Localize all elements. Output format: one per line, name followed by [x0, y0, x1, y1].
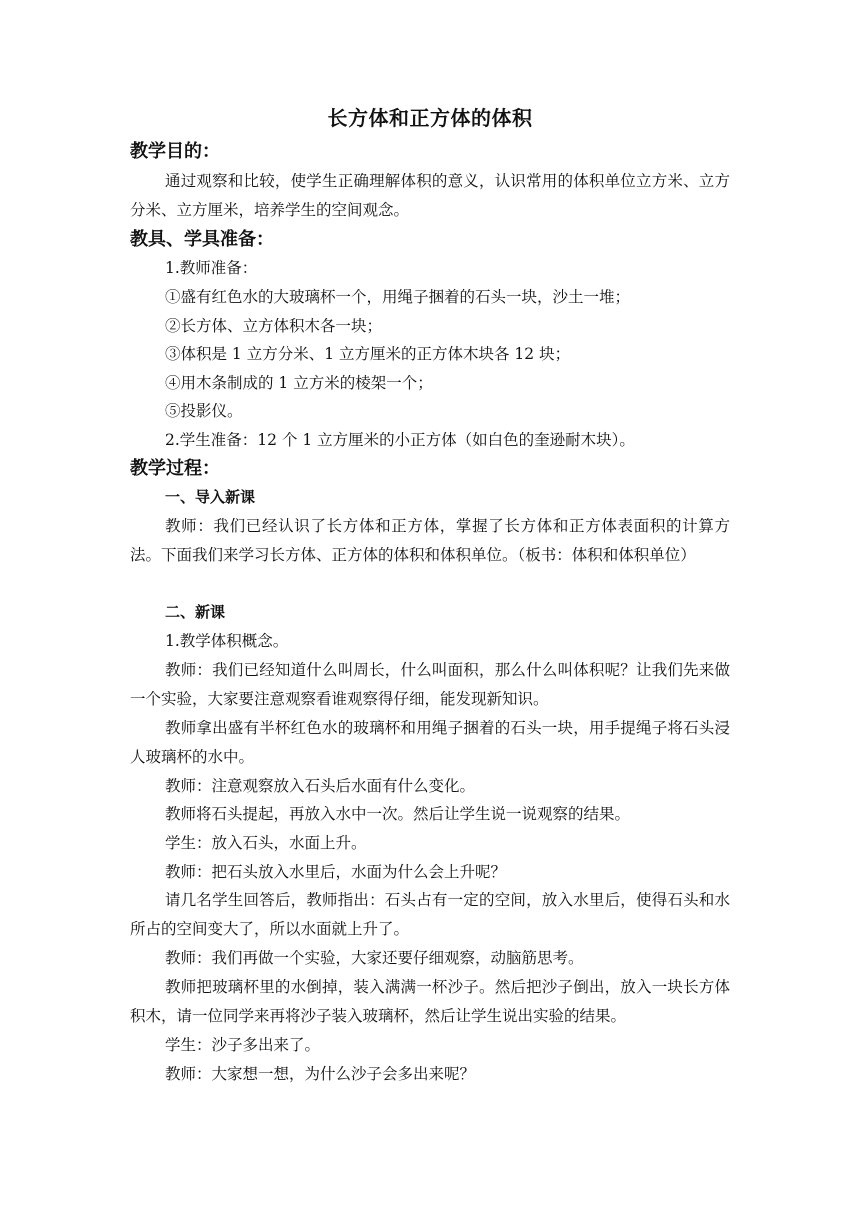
process-paragraph: 教师：我们再做一个实验，大家还要仔细观察，动脑筋思考。 [165, 949, 584, 967]
process-paragraph: 教师拿出盛有半杯红色水的玻璃杯和用绳子捆着的石头一块，用手提绳子将石头浸人玻璃杯的水中。 [130, 719, 730, 766]
objectives-heading: 教学目的： [130, 141, 220, 162]
process-paragraph: 学生：放入石头，水面上升。 [165, 834, 367, 852]
process-paragraph: 教师：把石头放入水里后，水面为什么会上升呢？ [165, 863, 507, 881]
materials-item: ②长方体、立方体积木各一块； [165, 317, 383, 335]
materials-heading: 教具、学具准备： [130, 229, 274, 250]
materials-item: ⑤投影仪。 [165, 402, 243, 420]
section1-heading: 一、导入新课 [165, 488, 256, 506]
section1-text: 教师：我们已经认识了长方体和正方体，掌握了长方体和正方体表面积的计算方法。下面我们来学习长方体、正方体的体积和体积单位。（板书：体积和体积单位） [130, 517, 730, 564]
process-paragraph: 学生：沙子多出来了。 [165, 1036, 321, 1054]
process-paragraph: 教师将石头提起，再放入水中一次。然后让学生说一说观察的结果。 [165, 805, 631, 823]
section2-subheading: 1.教学体积概念。 [165, 632, 289, 650]
process-paragraph: 教师：注意观察放入石头后水面有什么变化。 [165, 777, 476, 795]
section2-heading: 二、新课 [165, 603, 226, 621]
objectives-text: 通过观察和比较，使学生正确理解体积的意义，认识常用的体积单位立方米、立方分米、立方厘米，培养学生的空间观念。 [130, 172, 730, 219]
process-paragraph: 教师把玻璃杯里的水倒掉，装入满满一杯沙子。然后把沙子倒出，放入一块长方体积木，请一位同学来再将沙子装入玻璃杯，然后让学生说出实验的结果。 [130, 978, 730, 1025]
process-paragraph: 教师：我们已经知道什么叫周长，什么叫面积，那么什么叫体积呢？让我们先来做一个实验，大家要注意观察看谁观察得仔细，能发现新知识。 [130, 661, 730, 708]
student-prep-label: 2.学生准备：12 个 1 立方厘米的小正方体（如白色的奎逊耐木块）。 [165, 431, 635, 449]
materials-item: ④用木条制成的 1 立方米的棱架一个； [165, 374, 433, 392]
process-heading: 教学过程： [130, 458, 220, 479]
materials-item: ①盛有红色水的大玻璃杯一个，用绳子捆着的石头一块，沙土一堆； [165, 288, 631, 306]
process-paragraph: 请几名学生回答后，教师指出：石头占有一定的空间，放入水里后，使得石头和水所占的空间变大了，所以水面就上升了。 [130, 891, 730, 938]
page-title: 长方体和正方体的体积 [327, 106, 533, 130]
materials-item: ③体积是 1 立方分米、1 立方厘米的正方体木块各 12 块； [165, 345, 571, 363]
teacher-prep-label: 1.教师准备： [165, 259, 258, 277]
process-paragraph: 教师：大家想一想，为什么沙子会多出来呢？ [165, 1065, 476, 1083]
